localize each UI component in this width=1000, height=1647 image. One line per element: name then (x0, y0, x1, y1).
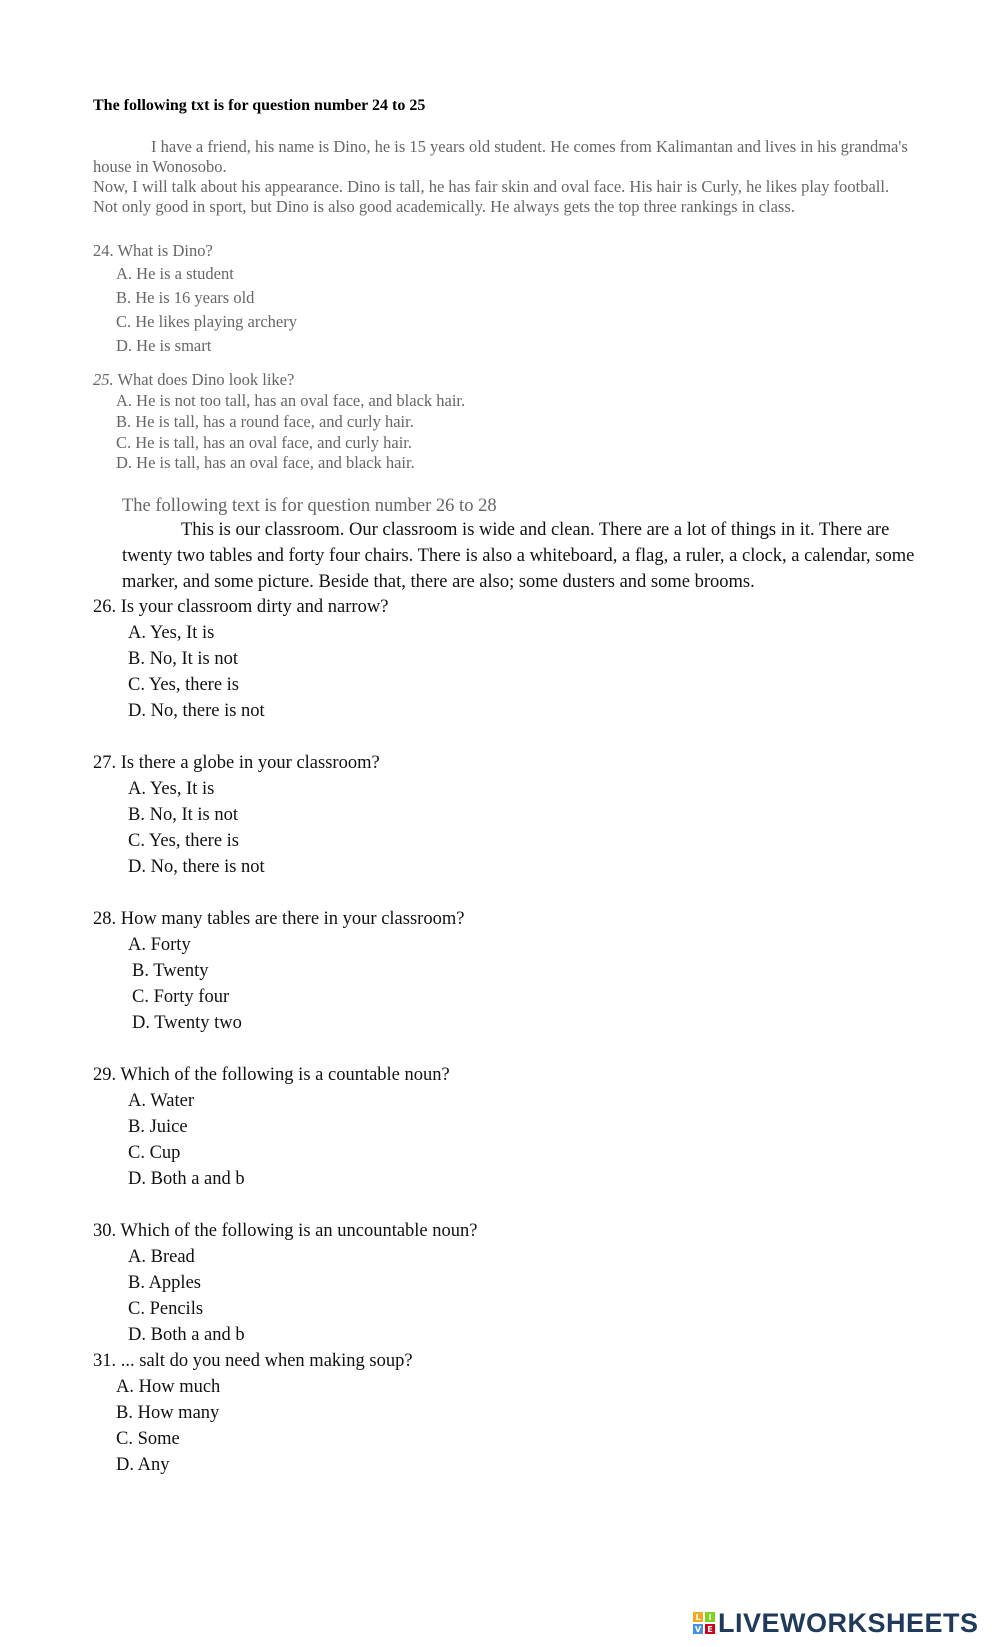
option-24a[interactable]: A. He is a student (116, 264, 234, 283)
option-31c[interactable]: C. Some (116, 1429, 180, 1449)
logo-mark-letter: E (705, 1624, 715, 1634)
question-25-number: 25. (93, 370, 114, 389)
option-30b[interactable]: B. Apples (128, 1273, 201, 1293)
option-30c[interactable]: C. Pencils (128, 1299, 204, 1319)
option-31a[interactable]: A. How much (116, 1377, 221, 1397)
question-25 (93, 370, 294, 390)
option-28a[interactable]: A. Forty (128, 935, 191, 955)
option-25b[interactable]: B. He is tall, has a round face, and curly hair. (116, 412, 414, 431)
question-30: 30. Which of the following is an uncountable noun? (93, 1221, 478, 1241)
section-heading: The following text is for question number 26 to 28 (122, 496, 497, 516)
liveworksheets-logo (693, 1606, 979, 1640)
option-27c[interactable]: C. Yes, there is (128, 831, 240, 851)
logo-text: LIVEWORKSHEETS (718, 1607, 979, 1638)
option-24b[interactable]: B. He is 16 years old (116, 288, 255, 307)
option-31b[interactable]: B. How many (116, 1403, 220, 1423)
passage-paragraph: Now, I will talk about his appearance. Dino is tall, he has fair skin and oval face. His hair is Curly, he likes play football. (93, 177, 890, 196)
section-heading: The following txt is for question number 24 to 25 (93, 97, 426, 114)
passage-paragraph: Not only good in sport, but Dino is also good academically. He always gets the top three rankings in class. (93, 197, 795, 216)
passage-paragraph: I have a friend, his name is Dino, he is 15 years old student. He comes from Kalimantan and lives in his grandma's house in Wonosobo. (93, 137, 908, 176)
option-25c[interactable]: C. He is tall, has an oval face, and curly hair. (116, 433, 412, 452)
option-27a[interactable]: A. Yes, It is (128, 779, 215, 799)
option-26a[interactable]: A. Yes, It is (128, 623, 215, 643)
logo-mark-icon (693, 1612, 715, 1634)
option-26c[interactable]: C. Yes, there is (128, 675, 240, 695)
option-25d[interactable]: D. He is tall, has an oval face, and black hair. (116, 453, 415, 472)
question-31: 31. ... salt do you need when making soup? (93, 1351, 413, 1371)
option-27b[interactable]: B. No, It is not (128, 805, 238, 825)
option-24c[interactable]: C. He likes playing archery (116, 312, 297, 331)
option-25a[interactable]: A. He is not too tall, has an oval face, and black hair. (116, 391, 466, 410)
option-28d[interactable]: D. Twenty two (132, 1013, 242, 1033)
reading-passage: This is our classroom. Our classroom is wide and clean. There are a lot of things in it. There are twenty two tables and forty four chairs. There is also a whiteboard, a flag, a ruler, a clock, a calendar, some marker, and some picture. Beside that, there are also; some dusters and some brooms. (122, 520, 915, 592)
option-30a[interactable]: A. Bread (128, 1247, 195, 1267)
option-31d[interactable]: D. Any (116, 1455, 170, 1475)
option-29a[interactable]: A. Water (128, 1091, 194, 1111)
question-29: 29. Which of the following is a countable noun? (93, 1065, 450, 1085)
reading-passage (93, 137, 908, 217)
option-30d[interactable]: D. Both a and b (128, 1325, 245, 1345)
question-26: 26. Is your classroom dirty and narrow? (93, 597, 389, 617)
question-24: 24. What is Dino? (93, 241, 213, 260)
logo-mark-letter: L (693, 1612, 703, 1622)
option-29c[interactable]: C. Cup (128, 1143, 181, 1163)
option-27d[interactable]: D. No, there is not (128, 857, 265, 877)
question-27: 27. Is there a globe in your classroom? (93, 753, 380, 773)
option-28b[interactable]: B. Twenty (132, 961, 209, 981)
option-26d[interactable]: D. No, there is not (128, 701, 265, 721)
option-28c[interactable]: C. Forty four (132, 987, 230, 1007)
question-28: 28. How many tables are there in your classroom? (93, 909, 465, 929)
option-29d[interactable]: D. Both a and b (128, 1169, 245, 1189)
logo-mark-letter: V (694, 1624, 702, 1634)
option-29b[interactable]: B. Juice (128, 1117, 188, 1137)
question-25-text: What does Dino look like? (113, 370, 295, 389)
option-24d[interactable]: D. He is smart (116, 336, 212, 355)
logo-mark-letter: I (705, 1612, 715, 1622)
option-26b[interactable]: B. No, It is not (128, 649, 238, 669)
